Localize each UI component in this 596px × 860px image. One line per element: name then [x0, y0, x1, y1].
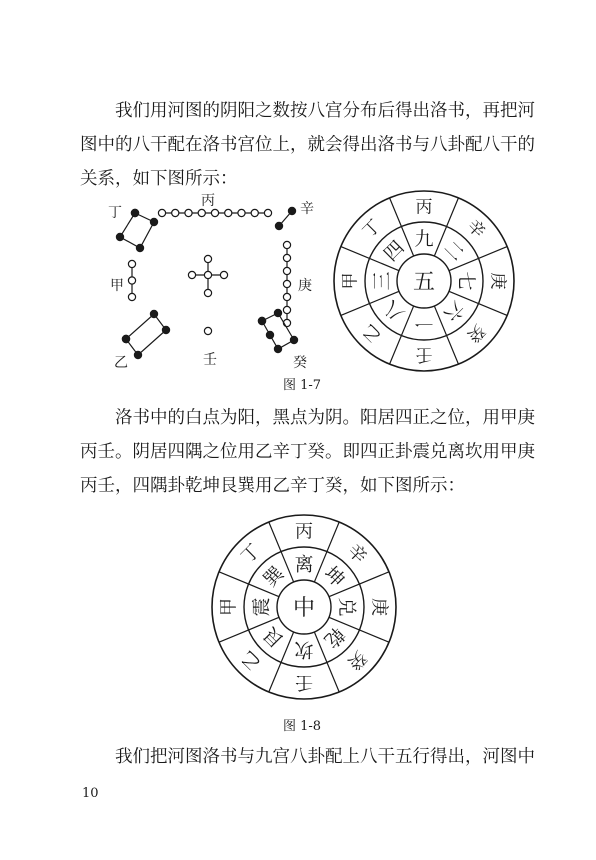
- black-dot: [116, 233, 123, 240]
- paragraph-2: [80, 401, 535, 503]
- text-line: 丙壬。阴居四隅之位用乙辛丁癸。即四正卦震兑离坎用甲庚: [80, 442, 535, 462]
- label-xin: 辛: [300, 201, 314, 217]
- wheel-inner-label: 九: [414, 227, 434, 250]
- white-dot: [283, 267, 290, 274]
- dots-seven: [283, 241, 290, 326]
- wheel-outer-label: 癸: [343, 646, 371, 674]
- black-dot: [288, 207, 295, 214]
- wheel-outer-label: 庚: [487, 272, 508, 290]
- white-dot: [225, 209, 232, 216]
- white-dot: [211, 209, 218, 216]
- paragraph-1: [80, 94, 535, 196]
- luoshu-labels: [108, 193, 314, 371]
- wheel-outer-label: 乙: [237, 646, 265, 674]
- wheel-inner-label: 乾: [319, 622, 349, 652]
- wheel-outer-label: 壬: [295, 671, 313, 693]
- figure-1-8: [0, 510, 596, 710]
- wheel-inner-label: 六: [439, 296, 469, 326]
- white-dot: [172, 209, 179, 216]
- wheel-outer-label: 甲: [340, 272, 361, 290]
- dots-two: [275, 207, 295, 229]
- white-dot: [128, 260, 135, 267]
- wheel-inner-label: 四: [379, 236, 409, 266]
- dots-three: [128, 260, 135, 300]
- figure-caption: 图 1-7: [283, 378, 322, 393]
- white-dot: [204, 271, 211, 278]
- white-dot: [264, 209, 271, 216]
- white-dot: [238, 209, 245, 216]
- figure-1-7: [0, 185, 596, 380]
- wheel-outer-label: 丙: [295, 521, 313, 543]
- black-dot: [131, 209, 138, 216]
- white-dot: [220, 271, 227, 278]
- white-dot: [128, 293, 135, 300]
- black-dot: [122, 335, 129, 342]
- wheel-inner-label: 艮: [259, 622, 289, 652]
- dots-six: [258, 309, 297, 352]
- text-line: 丙壬，四隅卦乾坤艮巽用乙辛丁癸，如下图所示：: [80, 476, 465, 496]
- black-dot: [134, 351, 141, 358]
- label-ren: 壬: [203, 352, 217, 368]
- wheel-inner-label: 坎: [294, 638, 314, 661]
- text-line: 洛书中的白点为阳，黑点为阴。阳居四正之位，用甲庚: [115, 408, 535, 428]
- black-dot: [136, 244, 143, 251]
- wheel-inner-label: 离: [294, 553, 314, 576]
- label-jia: 甲: [110, 278, 124, 294]
- wheel-inner-label: 二: [439, 236, 469, 266]
- wheel-outer-label: 丁: [359, 216, 386, 243]
- wheel-outer-label: 辛: [462, 216, 489, 243]
- wheel-inner-label: 三: [370, 271, 393, 291]
- white-dot: [188, 271, 195, 278]
- dots-eight: [122, 310, 169, 358]
- black-dot: [150, 218, 157, 225]
- wheel-inner-label: 坤: [319, 562, 349, 592]
- black-dot: [275, 222, 282, 229]
- black-dot: [162, 326, 169, 333]
- paragraph-3: [80, 740, 535, 774]
- luoshu-wheel: [334, 191, 514, 371]
- text-line: 我们用河图的阴阳之数按八宫分布后得出洛书，再把河: [115, 101, 535, 121]
- text-line: 关系，如下图所示：: [80, 169, 238, 189]
- text-line: 我们把河图洛书与九宫八卦配上八干五行得出，河图中: [115, 747, 535, 767]
- wheel-outer-label: 辛: [343, 540, 371, 568]
- wheel-outer-label: 庚: [368, 598, 390, 616]
- white-dot: [204, 327, 211, 334]
- dots-nine: [158, 209, 271, 216]
- wheel-inner-label: 一: [414, 312, 434, 335]
- white-dot: [185, 209, 192, 216]
- dots-five: [188, 255, 227, 296]
- dots-four: [116, 209, 157, 251]
- figure-caption: 图 1-8: [283, 719, 322, 734]
- wheel-outer-label: 丁: [237, 540, 265, 568]
- white-dot: [204, 289, 211, 296]
- black-dot: [290, 336, 297, 343]
- bagua-wheel: [212, 515, 396, 699]
- white-dot: [283, 241, 290, 248]
- text-line: 图中的八干配在洛书宫位上，就会得出洛书与八卦配八干的: [80, 135, 535, 155]
- wheel-outer-label: 丙: [415, 197, 433, 218]
- label-ding: 丁: [108, 205, 122, 221]
- luoshu-dot-diagram: [116, 207, 297, 358]
- white-dot: [283, 293, 290, 300]
- black-dot: [150, 310, 157, 317]
- wheel-inner-label: 七: [455, 271, 478, 291]
- wheel-center-label: 中: [292, 595, 316, 621]
- wheel-inner-label: 八: [379, 296, 409, 326]
- white-dot: [283, 280, 290, 287]
- white-dot: [204, 255, 211, 262]
- wheel-inner-label: 震: [250, 597, 273, 617]
- wheel-inner-label: 巽: [259, 562, 289, 592]
- wheel-center-label: 五: [412, 269, 436, 295]
- wheel-inner-label: 兑: [335, 597, 358, 617]
- label-yi: 乙: [114, 355, 128, 371]
- black-dot: [274, 309, 281, 316]
- white-dot: [251, 209, 258, 216]
- white-dot: [158, 209, 165, 216]
- white-dot: [198, 209, 205, 216]
- wheel-outer-label: 甲: [218, 598, 240, 616]
- white-dot: [128, 277, 135, 284]
- white-dot: [283, 306, 290, 313]
- wheel-outer-label: 壬: [415, 344, 433, 365]
- label-geng: 庚: [298, 278, 312, 294]
- white-dot: [283, 254, 290, 261]
- page-number: 10: [82, 786, 99, 801]
- wheel-outer-label: 乙: [359, 319, 386, 346]
- black-dot: [258, 317, 265, 324]
- wheel-outer-label: 癸: [462, 319, 489, 346]
- black-dot: [274, 345, 281, 352]
- black-dot: [266, 331, 273, 338]
- dots-one: [204, 327, 211, 334]
- label-bing: 丙: [201, 193, 215, 209]
- label-gui: 癸: [293, 355, 307, 371]
